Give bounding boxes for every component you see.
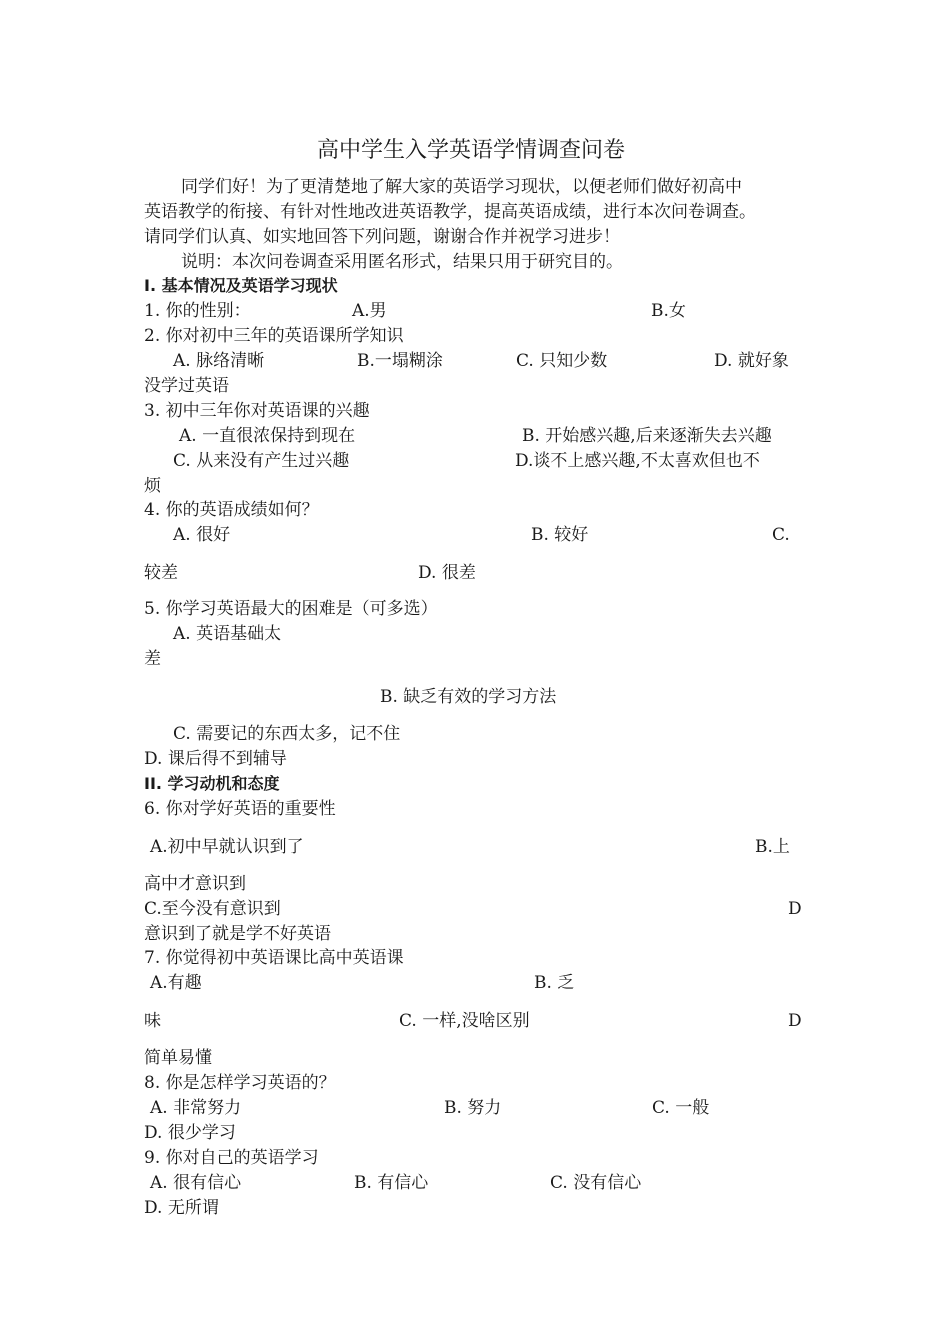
q6-option-d-cont: 意识到了就是学不好英语 xyxy=(144,924,331,944)
q7-option-d-cont: 简单易懂 xyxy=(144,1048,212,1068)
q5-option-a-cont: 差 xyxy=(144,649,161,669)
q7-option-a: A.有趣 xyxy=(150,973,202,993)
intro-line-2: 英语教学的衔接、有针对性地改进英语教学，提高英语成绩，进行本次问卷调查。 xyxy=(144,202,756,222)
intro-line-1: 同学们好！为了更清楚地了解大家的英语学习现状，以便老师们做好初高中 xyxy=(181,177,742,197)
q9-stem: 9. 你对自己的英语学习 xyxy=(144,1148,319,1168)
q4-option-b: B. 较好 xyxy=(531,525,589,545)
q1-option-b: B.女 xyxy=(651,301,686,321)
q9-option-a: A. 很有信心 xyxy=(150,1173,242,1193)
q4-stem: 4. 你的英语成绩如何？ xyxy=(144,500,319,520)
q5-option-c: C. 需要记的东西太多，记不住 xyxy=(173,724,401,744)
q6-option-c: C.至今没有意识到 xyxy=(144,899,281,919)
q2-option-a: A. 脉络清晰 xyxy=(173,351,265,371)
q8-option-c: C. 一般 xyxy=(652,1098,710,1118)
q3-option-b: B. 开始感兴趣,后来逐渐失去兴趣 xyxy=(522,426,772,446)
q4-option-c-cont: 较差 xyxy=(144,563,178,583)
q9-option-d: D. 无所谓 xyxy=(144,1198,219,1218)
q4-option-d: D. 很差 xyxy=(418,563,476,583)
q2-option-d-cont: 没学过英语 xyxy=(144,376,229,396)
q1-stem: 1. 你的性别： xyxy=(144,301,251,321)
q2-stem: 2. 你对初中三年的英语课所学知识 xyxy=(144,326,404,346)
q2-option-d: D. 就好象 xyxy=(714,351,789,371)
q2-option-b: B.一塌糊涂 xyxy=(357,351,443,371)
q9-option-c: C. 没有信心 xyxy=(550,1173,642,1193)
intro-line-3: 请同学们认真、如实地回答下列问题，谢谢合作并祝学习进步！ xyxy=(144,227,620,247)
q8-stem: 8. 你是怎样学习英语的？ xyxy=(144,1073,336,1093)
q2-option-c: C. 只知少数 xyxy=(516,351,608,371)
q7-stem: 7. 你觉得初中英语课比高中英语课 xyxy=(144,948,404,968)
q4-option-c: C. xyxy=(772,525,790,545)
q5-stem: 5. 你学习英语最大的困难是（可多选） xyxy=(144,599,438,619)
q3-option-a: A. 一直很浓保持到现在 xyxy=(179,426,356,446)
q6-option-b-cont: 高中才意识到 xyxy=(144,874,246,894)
intro-note: 说明：本次问卷调查采用匿名形式，结果只用于研究目的。 xyxy=(181,252,623,272)
q7-option-b: B. 乏 xyxy=(534,973,575,993)
section-heading-1: I. 基本情况及英语学习现状 xyxy=(144,276,338,295)
q8-option-b: B. 努力 xyxy=(444,1098,502,1118)
q3-option-d: D.谈不上感兴趣,不太喜欢但也不 xyxy=(515,451,760,471)
q6-stem: 6. 你对学好英语的重要性 xyxy=(144,799,336,819)
q7-option-c: C. 一样,没啥区别 xyxy=(399,1011,530,1031)
section-heading-2: II. 学习动机和态度 xyxy=(144,774,280,793)
q6-option-d: D xyxy=(788,899,802,919)
q5-option-d: D. 课后得不到辅导 xyxy=(144,749,287,769)
q6-option-b: B.上 xyxy=(755,837,790,857)
q3-stem: 3. 初中三年你对英语课的兴趣 xyxy=(144,401,370,421)
q9-option-b: B. 有信心 xyxy=(354,1173,429,1193)
q3-option-d-cont: 烦 xyxy=(144,476,161,496)
q1-option-a: A.男 xyxy=(352,301,387,321)
q5-option-b: B. 缺乏有效的学习方法 xyxy=(380,687,557,707)
q6-option-a: A.初中早就认识到了 xyxy=(150,837,304,857)
q8-option-a: A. 非常努力 xyxy=(150,1098,242,1118)
q4-option-a: A. 很好 xyxy=(173,525,231,545)
q7-option-b-cont: 味 xyxy=(144,1011,161,1031)
page-title: 高中学生入学英语学情调查问卷 xyxy=(317,138,626,163)
q7-option-d: D xyxy=(788,1011,802,1031)
q8-option-d: D. 很少学习 xyxy=(144,1123,236,1143)
q5-option-a: A. 英语基础太 xyxy=(173,624,282,644)
q3-option-c: C. 从来没有产生过兴趣 xyxy=(173,451,350,471)
